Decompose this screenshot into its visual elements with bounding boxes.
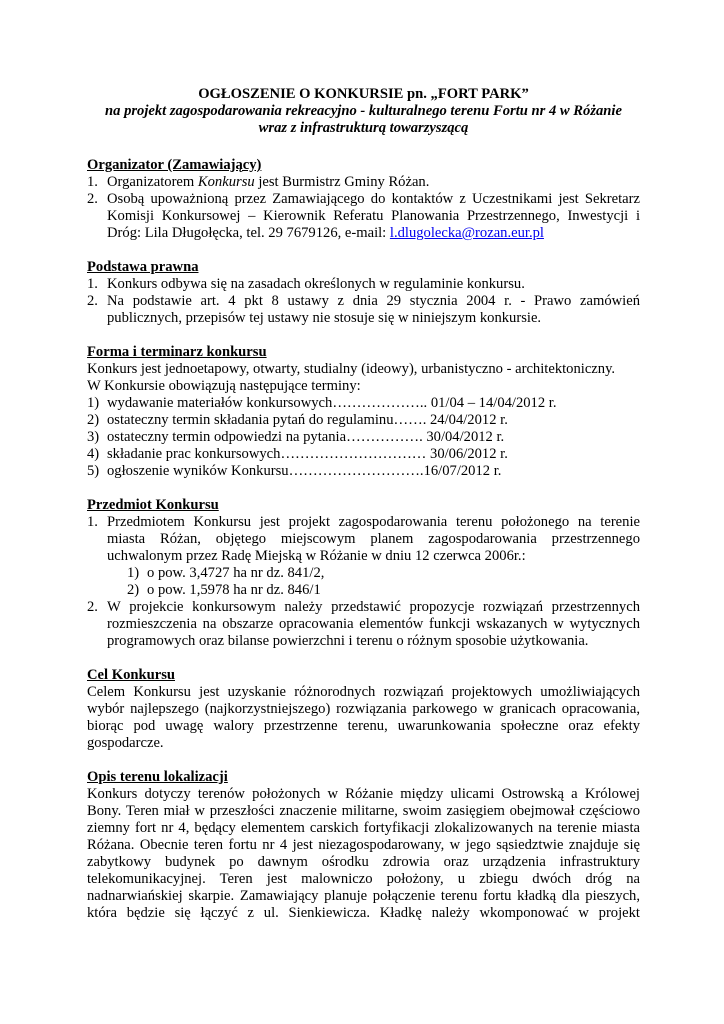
legal-item-2-text: Na podstawie art. 4 pkt 8 ustawy z dnia 29 stycznia 2004 r. - Prawo zamówień publicznych, przepisów tej ustawy nie stosuje się w niniejszym konkursie. bbox=[107, 293, 640, 326]
term-item-4-text: składanie prac konkursowych………………………… 30/06/2012 r. bbox=[107, 446, 508, 462]
list-marker: 2. bbox=[87, 599, 98, 615]
parcel-item-1 bbox=[127, 565, 640, 582]
subject-item-2 bbox=[87, 599, 640, 650]
list-marker: 4) bbox=[87, 446, 100, 462]
document-subtitle-line-1: na projekt zagospodarowania rekreacyjno - kulturalnego terenu Fortu nr 4 w Różanie bbox=[105, 103, 622, 119]
document-subtitle-line-2: wraz z infrastrukturą towarzyszącą bbox=[258, 120, 469, 136]
location-text: Konkurs dotyczy terenów położonych w Różanie między ulicami Ostrowską a Królowej Bony. Teren miał w przeszłości znaczenie militarne, swoim zasięgiem obejmował częściowo ziemny fort nr 4, będący elementem carskich fortyfikacji zlokalizowanych na terenie miasta Różana. Obecnie teren fortu nr 4 jest niezagospodarowany, w jego sąsiedztwie znajduje się zabytkowy budynek po dawnym ośrodku zdrowia oraz urządzenia infrastruktury telekomunikacyjnej. Teren jest malowniczo położony, u zbiegu dwóch dróg na nadnarwiańskiej skarpie. Zamawiający planuje połączenie terenu fortu kładką dla pieszych, która będzie się łączyć z ul. Sienkiewicza. Kładkę należy wkomponować w projekt bbox=[87, 786, 640, 921]
parcel-item-2-text: o pow. 1,5978 ha nr dz. 846/1 bbox=[147, 582, 321, 598]
list-marker: 2. bbox=[87, 293, 98, 309]
list-marker: 1. bbox=[87, 276, 98, 292]
organizer-item-1-prefix: Organizatorem bbox=[107, 174, 198, 190]
subject-parcel-list bbox=[107, 565, 640, 599]
form-terms-intro: W Konkursie obowiązują następujące terminy: bbox=[87, 378, 361, 394]
subject-heading: Przedmiot Konkursu bbox=[87, 497, 219, 513]
term-item-2 bbox=[87, 412, 640, 429]
list-marker: 1) bbox=[127, 565, 140, 581]
section-subject bbox=[87, 497, 640, 650]
subject-item-1 bbox=[87, 514, 640, 599]
legal-item-1-text: Konkurs odbywa się na zasadach określonych w regulaminie konkursu. bbox=[107, 276, 525, 292]
list-marker: 2) bbox=[127, 582, 140, 598]
organizer-item-1 bbox=[87, 174, 640, 191]
goal-heading: Cel Konkursu bbox=[87, 667, 175, 683]
term-item-5-text: ogłoszenie wyników Konkursu……………………….16/07/2012 r. bbox=[107, 463, 502, 479]
legal-heading: Podstawa prawna bbox=[87, 259, 199, 275]
list-marker: 1) bbox=[87, 395, 100, 411]
form-heading: Forma i terminarz konkursu bbox=[87, 344, 267, 360]
legal-list bbox=[87, 276, 640, 327]
term-item-1 bbox=[87, 395, 640, 412]
list-marker: 1. bbox=[87, 514, 98, 530]
organizer-item-2 bbox=[87, 191, 640, 242]
term-item-2-text: ostateczny termin składania pytań do regulaminu……. 24/04/2012 r. bbox=[107, 412, 508, 428]
term-item-4 bbox=[87, 446, 640, 463]
list-marker: 2. bbox=[87, 191, 98, 207]
subject-list bbox=[87, 514, 640, 650]
organizer-heading: Organizator (Zamawiający) bbox=[87, 157, 262, 173]
subject-item-2-text: W projekcie konkursowym należy przedstawić propozycje rozwiązań przestrzennych rozmieszczenia na obszarze opracowania elementów funkcji wskazanych w wytycznych programowych oraz bilanse powierzchni i terenu o różnym sposobie użytkowania. bbox=[107, 599, 640, 649]
section-legal-basis bbox=[87, 259, 640, 327]
list-marker: 5) bbox=[87, 463, 100, 479]
parcel-item-2 bbox=[127, 582, 640, 599]
legal-item-1 bbox=[87, 276, 640, 293]
list-marker: 3) bbox=[87, 429, 100, 445]
section-goal bbox=[87, 667, 640, 752]
organizer-item-1-italic: Konkursu bbox=[197, 174, 255, 190]
form-description: Konkurs jest jednoetapowy, otwarty, studialny (ideowy), urbanistyczno - architektoniczny. bbox=[87, 361, 616, 377]
term-item-5 bbox=[87, 463, 640, 480]
organizer-item-1-suffix: jest Burmistrz Gminy Różan. bbox=[254, 174, 430, 190]
parcel-item-1-text: o pow. 3,4727 ha nr dz. 841/2, bbox=[147, 565, 325, 581]
contact-email-link[interactable]: l.dlugolecka@rozan.eur.pl bbox=[389, 225, 544, 241]
organizer-list bbox=[87, 174, 640, 242]
term-item-1-text: wydawanie materiałów konkursowych……………….. 01/04 – 14/04/2012 r. bbox=[107, 395, 557, 411]
term-item-3 bbox=[87, 429, 640, 446]
term-item-3-text: ostateczny termin odpowiedzi na pytania……………. 30/04/2012 r. bbox=[107, 429, 505, 445]
organizer-item-2-text: Osobą upoważnioną przez Zamawiającego do kontaktów z Uczestnikami jest Sekretarz Komisji Konkursowej – Kierownik Referatu Planowania Przestrzennego, Inwestycji i Dróg: Lila Długołęcka, tel. 29 7679126, e-mail: bbox=[107, 191, 640, 241]
subject-item-1-text: Przedmiotem Konkursu jest projekt zagospodarowania terenu położonego na terenie miasta Różan, objętego miejscowym planem zagospodarowania przestrzennego uchwalonym przez Radę Miejską w Różanie w dniu 12 czerwca 2006r.: bbox=[107, 514, 640, 564]
terms-list bbox=[87, 395, 640, 480]
list-marker: 1. bbox=[87, 174, 98, 190]
legal-item-2 bbox=[87, 293, 640, 327]
section-organizer bbox=[87, 157, 640, 242]
document-content bbox=[87, 82, 640, 939]
document-title: OGŁOSZENIE O KONKURSIE pn. „FORT PARK” bbox=[198, 86, 529, 102]
section-form-schedule bbox=[87, 344, 640, 480]
location-heading: Opis terenu lokalizacji bbox=[87, 769, 228, 785]
section-location bbox=[87, 769, 640, 939]
goal-text: Celem Konkursu jest uzyskanie różnorodnych rozwiązań projektowych umożliwiających wybór najlepszego (najkorzystniejszego) rozwiązania parkowego w granicach opracowania, biorąc pod uwagę walory przestrzenne terenu, uwarunkowania społeczne oraz efekty gospodarcze. bbox=[87, 684, 640, 751]
list-marker: 2) bbox=[87, 412, 100, 428]
